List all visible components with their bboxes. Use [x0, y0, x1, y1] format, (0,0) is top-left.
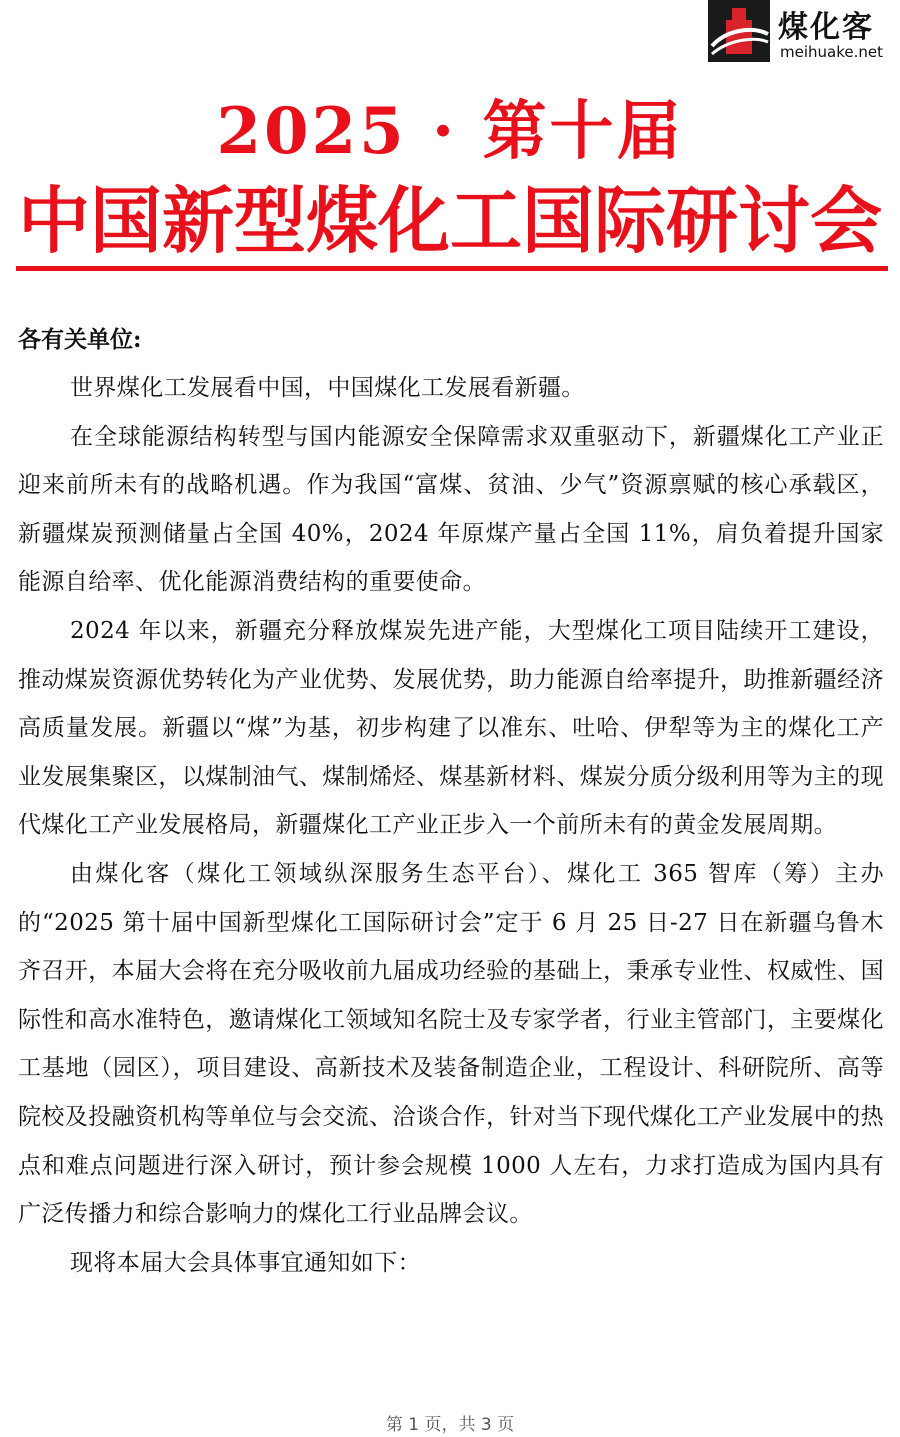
document-body: [18, 364, 884, 1287]
page-number: 第 1 页，共 3 页: [385, 1415, 515, 1435]
salutation: 各有关单位:: [18, 326, 142, 353]
brand-logo: [708, 0, 894, 64]
paragraph: 现将本届大会具体事宜通知如下：: [70, 1249, 421, 1276]
title-divider: [16, 266, 888, 271]
document-title-line-1: 2025 · 第十届: [216, 94, 684, 169]
paragraph: 2024 年以来，新疆充分释放煤炭先进产能，大型煤化工项目陆续开工建设，推动煤炭资源优势转化为产业优势、发展优势，助力能源自给率提升，助推新疆经济高质量发展。新疆以“煤”为基，初步构建了以准东、吐哈、伊犁等为主的煤化工产业发展集聚区，以煤制油气、煤制烯烃、煤基新材料、煤炭分质分级利用等为主的现代煤化工产业发展格局，新疆煤化工产业正步入一个前所未有的黄金发展周期。: [18, 617, 884, 839]
document-title-line-2: 中国新型煤化工国际研讨会: [17, 178, 882, 263]
logo-url: meihuake.net: [780, 43, 883, 61]
logo-mark-icon: [708, 0, 770, 62]
paragraph: 世界煤化工发展看中国，中国煤化工发展看新疆。: [70, 375, 585, 401]
logo-name: 煤化客: [778, 10, 874, 45]
paragraph: 在全球能源结构转型与国内能源安全保障需求双重驱动下，新疆煤化工产业正迎来前所未有的战略机遇。作为我国“富煤、贫油、少气”资源禀赋的核心承载区，新疆煤炭预测储量占全国 40%，2024 年原煤产量占全国 11%，肩负着提升国家能源自给率、优化能源消费结构的重要使命。: [18, 423, 884, 596]
paragraph: 由煤化客（煤化工领域纵深服务生态平台）、煤化工 365 智库（筹）主办的“2025 第十届中国新型煤化工国际研讨会”定于 6 月 25 日-27 日在新疆乌鲁木齐召开，本届大会将在充分吸收前九届成功经验的基础上，秉承专业性、权威性、国际性和高水准特色，邀请煤化工领域知名院士及专家学者，行业主管部门，主要煤化工基地（园区），项目建设、高新技术及装备制造企业，工程设计、科研院所、高等院校及投融资机构等单位与会交流、洽谈合作，针对当下现代煤化工产业发展中的热点和难点问题进行深入研讨，预计参会规模 1000 人左右，力求打造成为国内具有广泛传播力和综合影响力的煤化工行业品牌会议。: [18, 860, 884, 1228]
